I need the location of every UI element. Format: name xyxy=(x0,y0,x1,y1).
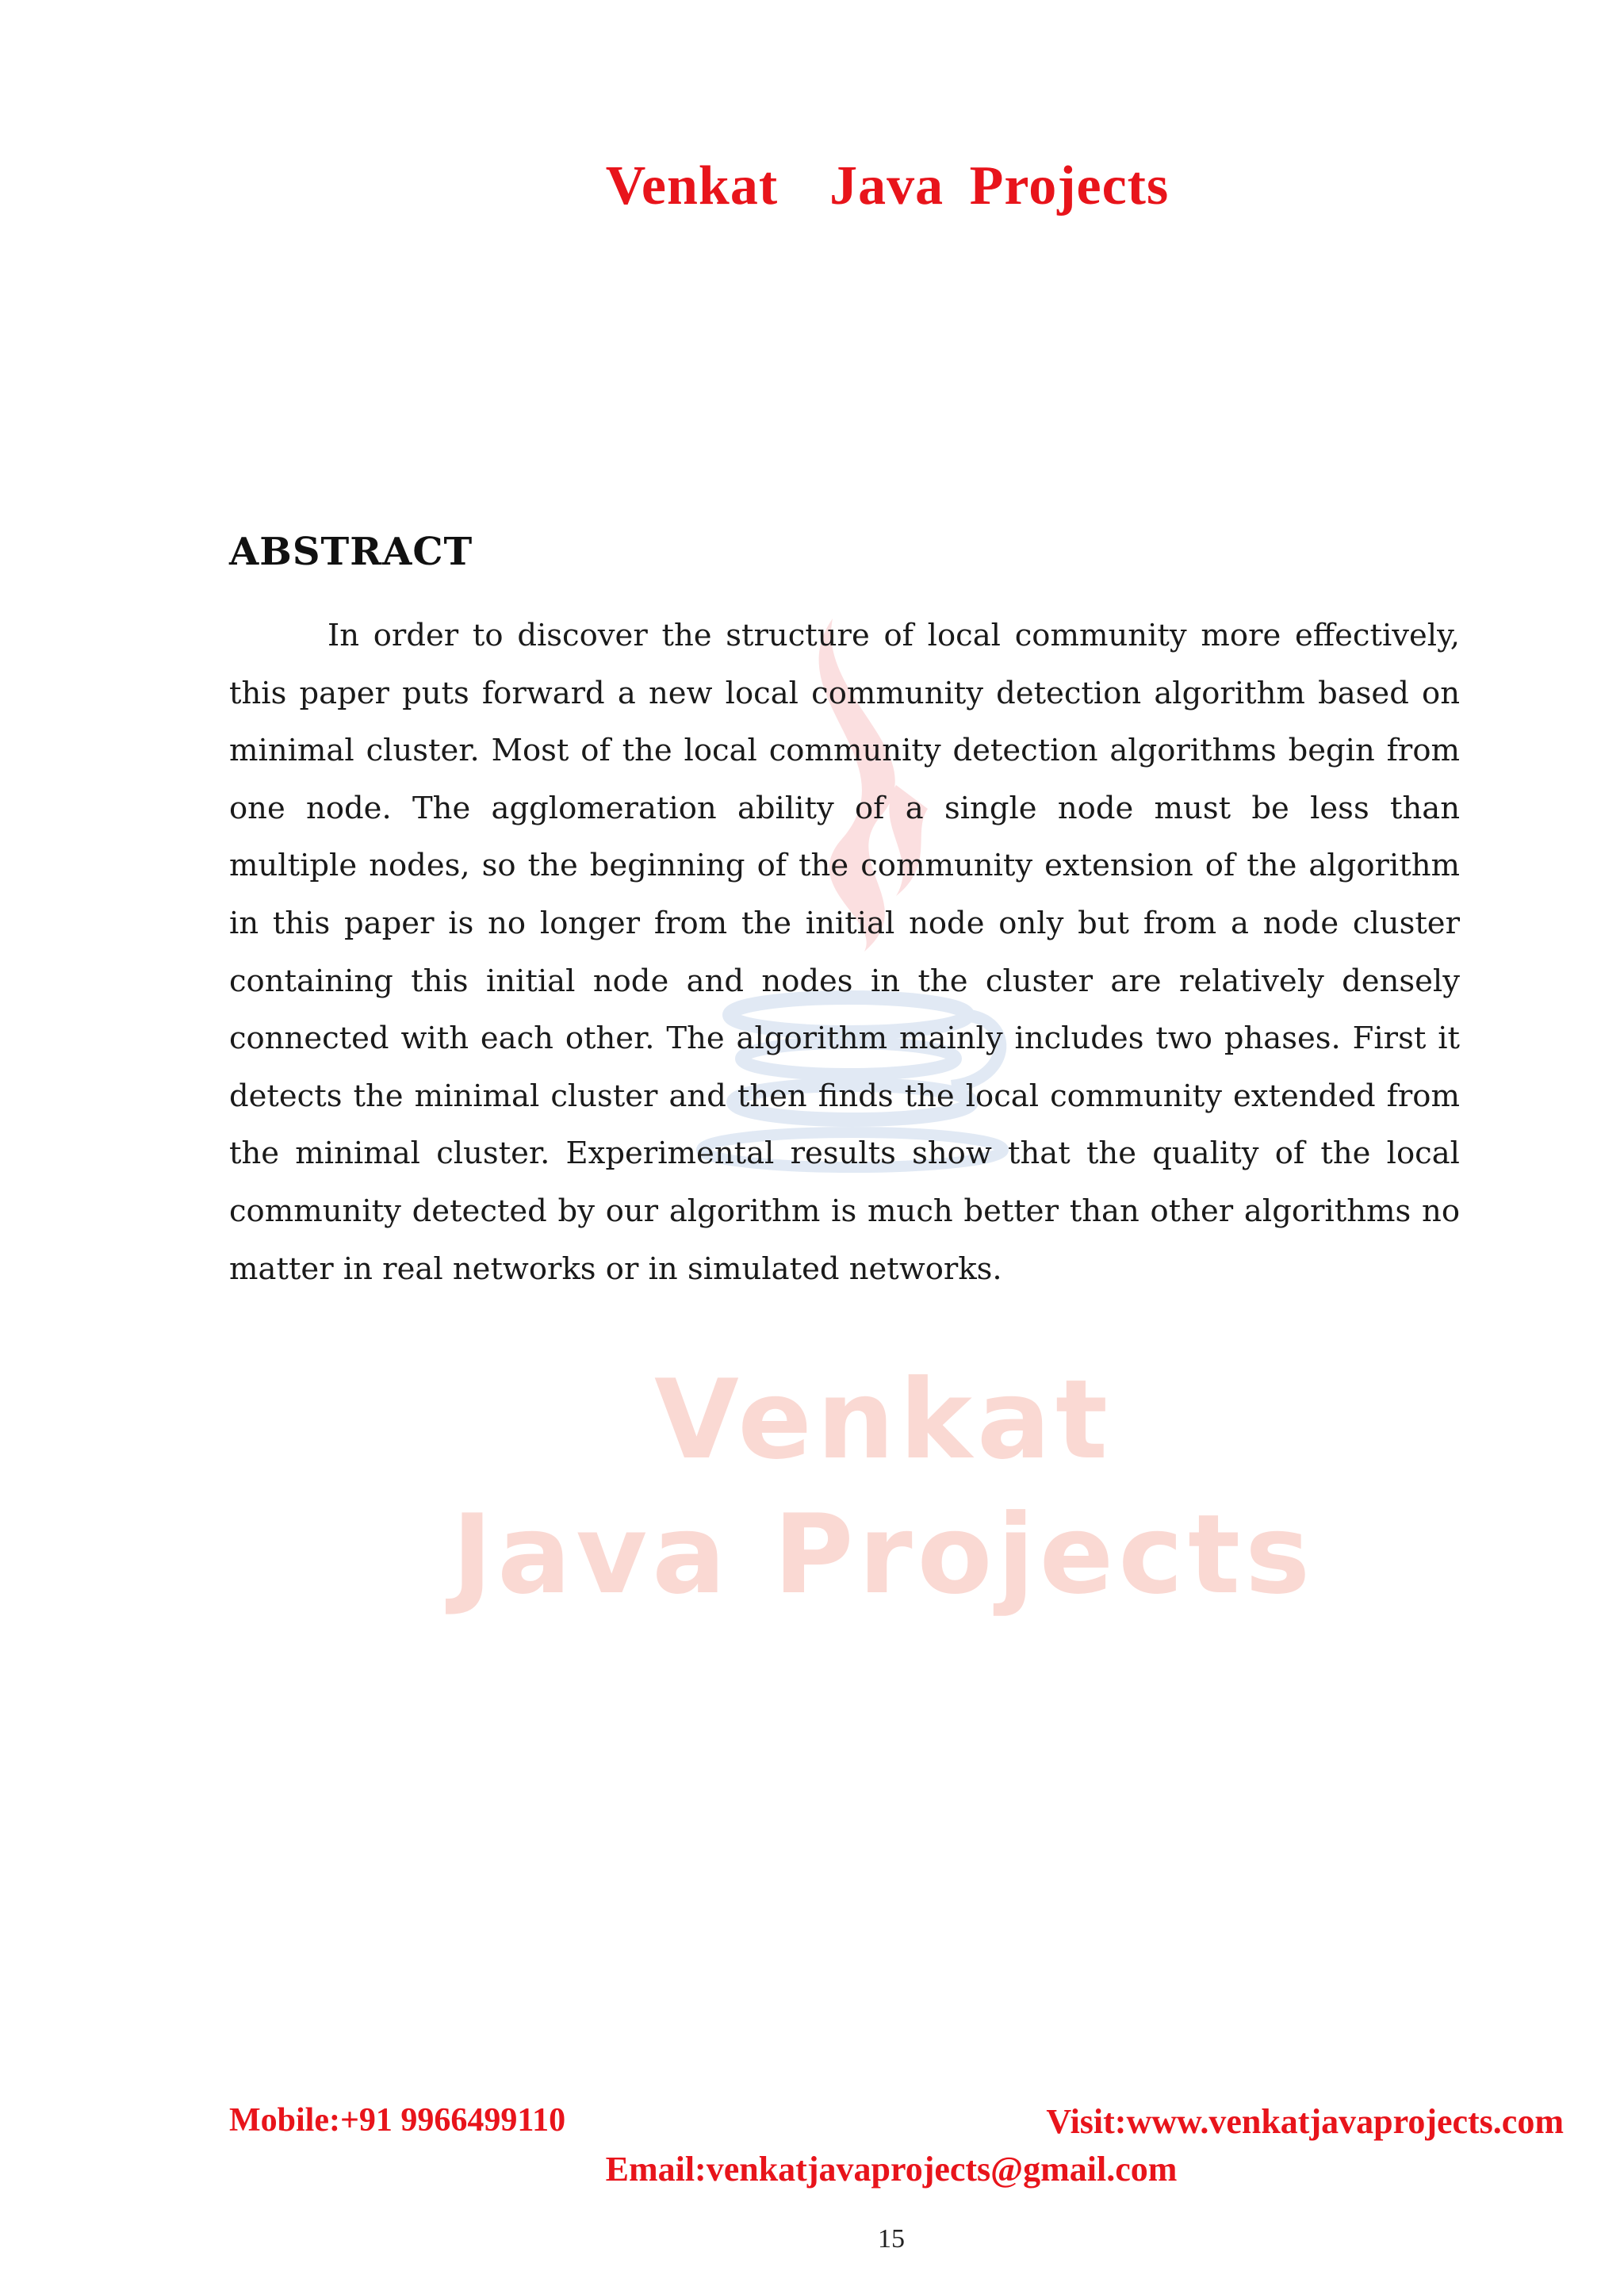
watermark-line-1: Venkat xyxy=(654,1356,1113,1484)
abstract-heading: ABSTRACT xyxy=(229,530,473,574)
page-header-title: Venkat Java Projects xyxy=(605,155,1170,216)
footer-visit-link[interactable]: Visit:www.venkatjavaprojects.com xyxy=(1046,2102,1564,2141)
footer-email-link[interactable]: Email:venkatjavaprojects@gmail.com xyxy=(605,2150,1178,2189)
page-number: 15 xyxy=(878,2224,905,2254)
footer-mobile: Mobile:+91 9966499110 xyxy=(229,2102,566,2139)
watermark-line-2: Java Projects xyxy=(451,1491,1316,1618)
abstract-body: In order to discover the structure of local community more effectively, this paper puts forward a new local community detection algorithm based on minimal cluster. Most of the local community detection algorithms begin from one node. The agglomeration ability of a single node must be less than multiple nodes, so the beginning of the community extension of the algorithm in this paper is no longer from the initial node only but from a node cluster containing this initial node and nodes in the cluster are relatively densely connected with each other. The algorithm mainly includes two phases. First it detects the minimal cluster and then finds the local community extended from the minimal cluster. Experimental results show that the quality of the local community detected by our algorithm is much better than other algorithms no matter in real networks or in simulated networks. xyxy=(229,618,1460,1287)
